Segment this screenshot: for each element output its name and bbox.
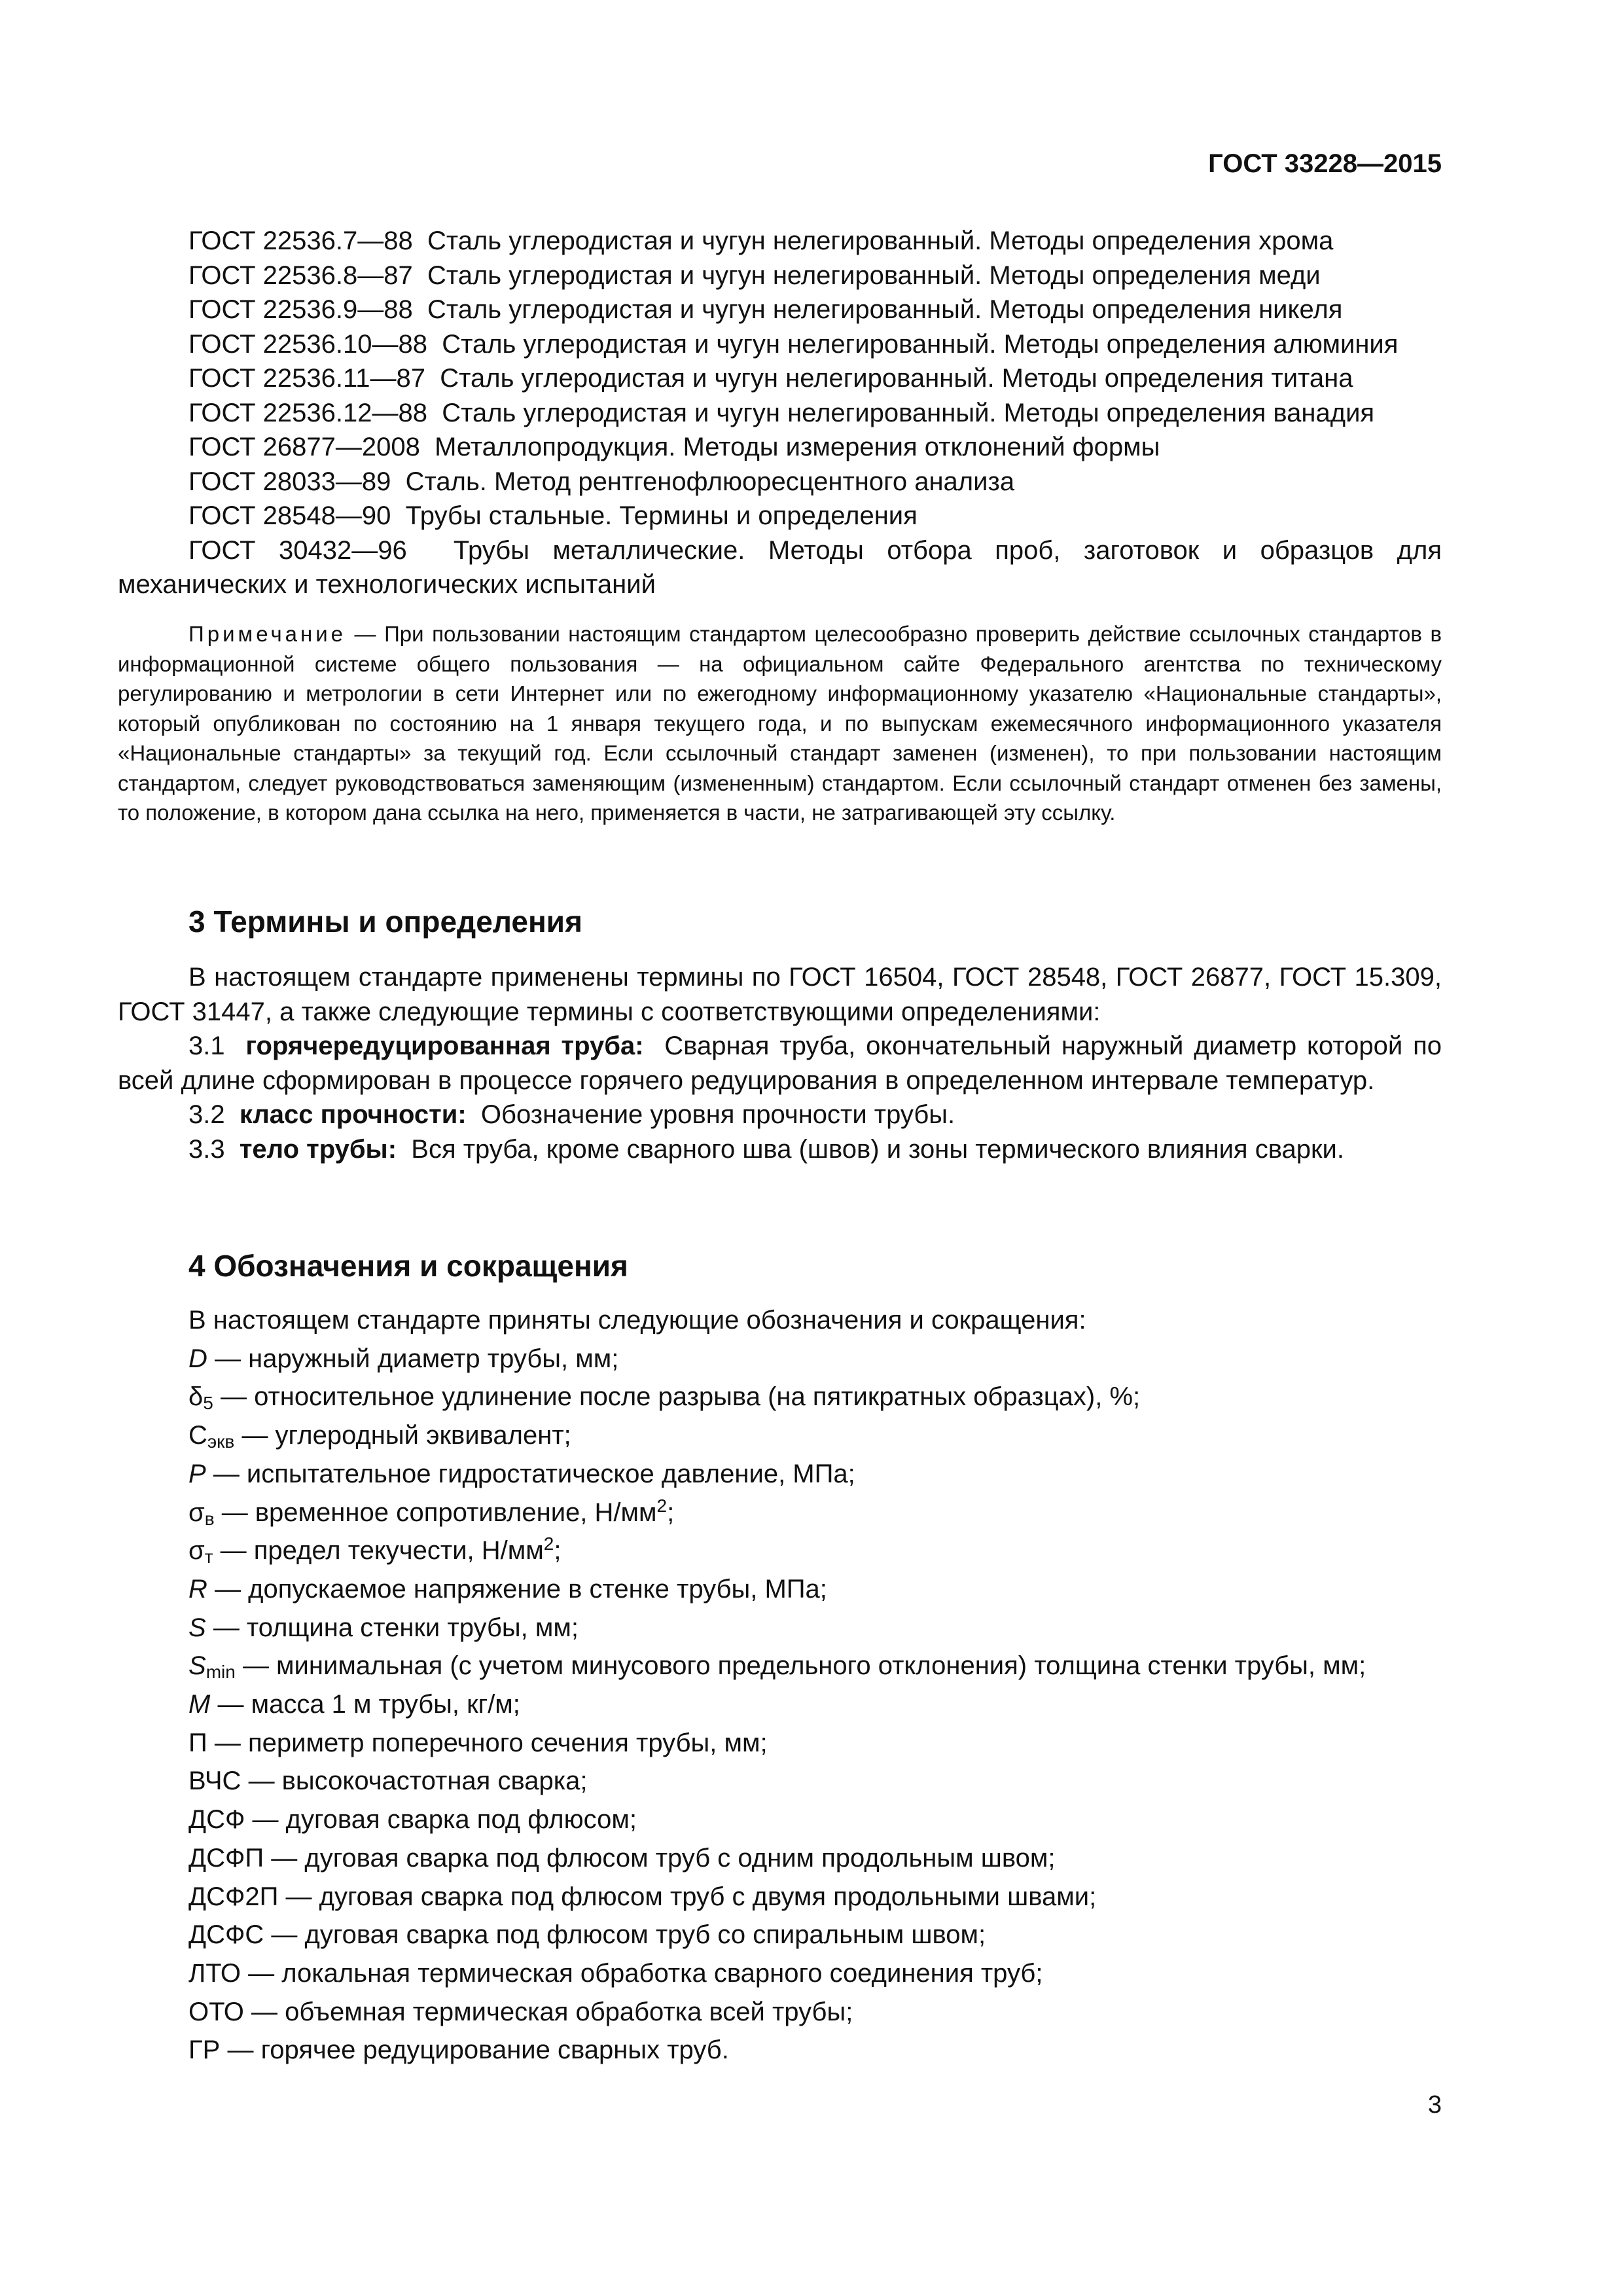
reference-code: ГОСТ 22536.7—88 (188, 226, 413, 255)
section-3-title: 3 Термины и определения (188, 905, 582, 939)
term-name: тело трубы: (239, 1134, 397, 1164)
section-3-body (118, 960, 1442, 1166)
abbreviation-item (118, 1609, 1442, 1647)
abbreviation-item (118, 1340, 1442, 1378)
term-number: 3.2 (188, 1100, 225, 1129)
abbreviation-subscript: min (205, 1662, 236, 1683)
term-number: 3.3 (188, 1134, 225, 1164)
abbreviation-item (118, 2031, 1442, 2070)
abbreviation-symbol: ДСФ2П (188, 1882, 279, 1911)
abbreviation-symbol: R (188, 1574, 207, 1604)
abbreviation-text: — временное сопротивление, Н/мм (221, 1498, 657, 1527)
abbreviation-symbol: ДСФП (188, 1843, 264, 1873)
term-number: 3.1 (188, 1031, 225, 1060)
reference-code: ГОСТ 22536.8—87 (188, 260, 413, 290)
reference-code: ГОСТ 26877—2008 (188, 433, 420, 461)
note-text: — При пользовании настоящим стандартом целесообразно проверить действие ссылочных стандартов в информационной системе общего пользования — на официальном сайте Федерального агентства по техническому регулированию и метрологии в сети Интернет или по ежегодному информационному указателю «Национальные стандарты», который опубликован по состоянию на 1 января текущего года, и по выпускам ежемесячного информационного указателя «Национальные стандарты» за текущий год. Если ссылочный стандарт заменен (изменен), то при пользовании настоящим стандартом, следует руководствоваться заменяющим (измененным) стандартом. Если ссылочный стандарт отменен без замены, то положение, в котором дана ссылка на него, применяется в части, не затрагивающей эту ссылку. (118, 622, 1442, 825)
normative-references-list (118, 224, 1442, 602)
reference-item (118, 430, 1442, 465)
abbreviation-symbol: ОТО (188, 1997, 244, 2026)
abbreviation-text: — углеродный эквивалент; (241, 1421, 571, 1450)
note-label: Примечание (188, 622, 347, 646)
reference-title: Сталь углеродистая и чугун нелегированный. Методы определения хрома (427, 226, 1334, 255)
abbreviation-item (118, 1762, 1442, 1801)
abbreviation-text: — дуговая сварка под флюсом труб с двумя продольными швами; (285, 1882, 1097, 1911)
reference-title: Трубы стальные. Термины и определения (405, 501, 918, 530)
abbreviation-item (118, 1724, 1442, 1763)
abbreviation-text: — толщина стенки трубы, мм; (213, 1613, 579, 1642)
abbreviation-subscript: экв (207, 1431, 235, 1452)
abbreviation-item (118, 1839, 1442, 1878)
reference-item (118, 327, 1442, 362)
abbreviation-text: — периметр поперечного сечения трубы, мм; (214, 1728, 768, 1757)
abbreviation-item (118, 1378, 1442, 1416)
term-text: Обозначение уровня прочности трубы. (480, 1100, 955, 1129)
page-number: 3 (1427, 2091, 1442, 2119)
reference-code: ГОСТ 22536.11—87 (188, 364, 425, 393)
abbreviation-superscript: 2 (656, 1495, 668, 1516)
reference-title: Сталь углеродистая и чугун нелегированный. Методы определения меди (427, 260, 1321, 290)
term-text: Вся труба, кроме сварного шва (швов) и зоны термического влияния сварки. (411, 1134, 1344, 1164)
reference-item (118, 533, 1442, 602)
reference-title: Сталь. Метод рентгенофлюоресцентного анализа (405, 467, 1015, 496)
abbreviation-symbol: D (188, 1344, 207, 1373)
abbreviation-item (118, 1416, 1442, 1455)
term-definition (118, 1098, 1442, 1132)
abbreviation-subscript: в (204, 1508, 215, 1529)
abbreviation-symbol: П (188, 1728, 207, 1757)
abbreviation-item (118, 1954, 1442, 1993)
term-text: Сварная труба, окончательный наружный диаметр которой по всей длине сформирован в процессе горячего редуцирования в определенном интервале температур. (118, 1031, 1442, 1095)
section-4-body (118, 1301, 1442, 2070)
reference-item (118, 499, 1442, 533)
reference-item (118, 396, 1442, 431)
abbreviation-text: — относительное удлинение после разрыва (на пятикратных образцах), %; (220, 1382, 1141, 1412)
term-definition (118, 1029, 1442, 1098)
reference-code: ГОСТ 30432—96 (188, 535, 407, 565)
abbreviation-symbol: ДСФС (188, 1920, 264, 1950)
reference-title: Сталь углеродистая и чугун нелегированный. Методы определения ванадия (442, 398, 1375, 427)
abbreviation-item (118, 1647, 1442, 1685)
abbreviation-item (118, 1916, 1442, 1954)
abbreviation-tail: ; (554, 1536, 562, 1566)
abbreviation-text: — высокочастотная сварка; (248, 1767, 588, 1796)
reference-title: Сталь углеродистая и чугун нелегированный. Методы определения титана (440, 364, 1353, 393)
abbreviation-item (118, 1455, 1442, 1494)
abbreviation-symbol: δ (188, 1382, 204, 1412)
reference-item (118, 361, 1442, 396)
term-name: горячередуцированная труба: (245, 1031, 644, 1060)
reference-code: ГОСТ 28033—89 (188, 467, 391, 496)
note-block (118, 619, 1442, 828)
abbreviation-text: — минимальная (с учетом минусового предельного отклонения) толщина стенки трубы, мм; (242, 1651, 1366, 1681)
abbreviation-text: — объемная термическая обработка всей трубы; (251, 1997, 853, 2026)
abbreviation-subscript: 5 (203, 1393, 213, 1414)
abbreviation-symbol: С (188, 1421, 207, 1450)
abbreviation-item (118, 1685, 1442, 1724)
abbreviation-symbol: M (188, 1690, 211, 1719)
reference-item (118, 293, 1442, 327)
abbreviation-text: — локальная термическая обработка сварного соединения труб; (248, 1958, 1043, 1988)
reference-code: ГОСТ 22536.9—88 (188, 295, 413, 324)
reference-item (118, 224, 1442, 259)
reference-code: ГОСТ 22536.12—88 (188, 398, 427, 427)
abbreviation-item (118, 1494, 1442, 1532)
abbreviation-symbol: σ (188, 1498, 205, 1527)
abbreviation-subscript: т (204, 1547, 213, 1568)
abbreviation-superscript: 2 (543, 1534, 554, 1554)
reference-code: ГОСТ 22536.10—88 (188, 329, 427, 359)
reference-title: Сталь углеродистая и чугун нелегированный. Методы определения никеля (427, 295, 1343, 324)
abbreviation-text: — масса 1 м трубы, кг/м; (217, 1690, 520, 1719)
abbreviation-tail: ; (667, 1498, 675, 1527)
abbreviation-symbol: S (188, 1613, 206, 1642)
abbreviation-text: — дуговая сварка под флюсом; (252, 1805, 637, 1835)
section-4-intro: В настоящем стандарте приняты следующие обозначения и сокращения: (188, 1306, 1086, 1335)
abbreviation-symbol: ЛТО (188, 1958, 241, 1988)
abbreviation-symbol: P (188, 1459, 206, 1488)
reference-title: Трубы металлические. Методы отбора проб, заготовок и образцов для механических и технологических испытаний (118, 535, 1442, 599)
abbreviation-item (118, 1801, 1442, 1839)
document-page (118, 0, 1442, 2296)
abbreviation-text: — дуговая сварка под флюсом труб с одним продольным швом; (271, 1843, 1056, 1873)
section-3-intro: В настоящем стандарте применены термины по ГОСТ 16504, ГОСТ 28548, ГОСТ 26877, ГОСТ 15.309, ГОСТ 31447, а также следующие термины с соответствующими определениями: (118, 963, 1442, 1026)
abbreviation-text: — предел текучести, Н/мм (220, 1536, 544, 1566)
abbreviation-item (118, 1878, 1442, 1916)
reference-title: Сталь углеродистая и чугун нелегированный. Методы определения алюминия (442, 329, 1399, 359)
abbreviation-item (118, 1570, 1442, 1609)
abbreviation-text: — наружный диаметр трубы, мм; (215, 1344, 619, 1373)
abbreviation-item (118, 1993, 1442, 2032)
document-header (118, 148, 1442, 179)
term-name: класс прочности: (239, 1100, 467, 1129)
abbreviation-text: — горячее редуцирование сварных труб. (227, 2036, 729, 2065)
reference-item (118, 259, 1442, 293)
abbreviation-symbol: ДСФ (188, 1805, 245, 1835)
abbreviation-symbol: ГР (188, 2036, 221, 2065)
term-definition (118, 1132, 1442, 1167)
abbreviation-symbol: S (188, 1651, 206, 1681)
abbreviation-symbol: ВЧС (188, 1767, 241, 1796)
section-4-title: 4 Обозначения и сокращения (188, 1249, 628, 1283)
abbreviation-text: — допускаемое напряжение в стенке трубы, МПа; (215, 1574, 827, 1604)
abbreviation-text: — дуговая сварка под флюсом труб со спиральным швом; (271, 1920, 986, 1950)
doc-id: ГОСТ 33228—2015 (1208, 149, 1442, 178)
abbreviation-item (118, 1532, 1442, 1570)
reference-code: ГОСТ 28548—90 (188, 501, 391, 530)
abbreviation-text: — испытательное гидростатическое давление, МПа; (213, 1459, 855, 1488)
reference-item (118, 465, 1442, 499)
reference-title: Металлопродукция. Методы измерения отклонений формы (435, 433, 1160, 461)
abbreviation-symbol: σ (188, 1536, 205, 1566)
